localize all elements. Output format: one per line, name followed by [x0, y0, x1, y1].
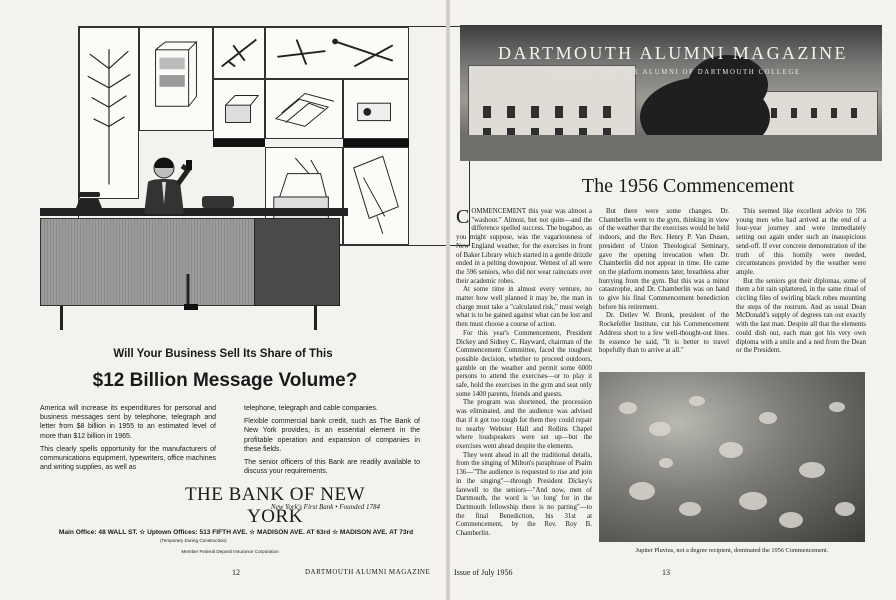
article-column-3	[736, 208, 866, 356]
machine-sketch	[343, 79, 409, 139]
desk-cabinet	[254, 218, 340, 306]
masthead-subtitle: PUBLISHED FOR THE ALUMNI OF DARTMOUTH COLLEGE	[545, 69, 801, 76]
bank-tagline: New York's First Bank • Founded 1784	[270, 503, 380, 511]
article-paragraph: At some time in almost every venture, no matter how well planned it may be, the man in charge must take a "calculated risk," must weigh what is to be gained against what can be lost and then must choose a course of action.	[456, 286, 592, 329]
ad-column-2	[244, 404, 420, 480]
black-band	[343, 139, 409, 147]
masthead-photo	[460, 25, 882, 161]
article-paragraph: But there were some changes. Dr. Chamberlin went to the gym, thinking in view of the weather that the exercises would be held indoors, and the Rev. Henry P. Van Dusen, president of Union Theological Seminary, gave the opening invocation when Dr. Chamberlin did not appear in time. He came on the platform moments later, breathless after hurrying from the gym. But this was a minor catastrophe, and Dr. Chamberlin was on hand to give his final Commencement benediction before his retirement.	[599, 208, 729, 311]
pens-sketch	[265, 27, 409, 79]
ad-paragraph: telephone, telegraph and cable companies.	[244, 405, 378, 412]
businessman-figure	[122, 154, 206, 324]
address-note: (Temporary During Construction)	[160, 538, 227, 543]
article-paragraph: This seemed like excellent advice to 596 young men who had arrived at the end of a four-year journey and were immediately setting out again under such an inauspicious send-off. If ever concrete demonstration of the truth of this homily were needed, circumstances provided by the weather were ample.	[736, 208, 866, 276]
masthead-title: DARTMOUTH ALUMNI MAGAZINE	[498, 43, 848, 63]
fdic-member-line: Member Federal Deposit Insurance Corporation	[181, 549, 279, 554]
bank-name: THE BANK OF NEW YORK	[184, 484, 366, 527]
ad-paragraph: America will increase its expenditures for personal and business messages sent by telephone, telegraph and letter from $8 billion in 1955 to an estimated level of more than $12 billion in 1965.	[40, 405, 216, 440]
bank-addresses: Main Office: 48 WALL ST. ☆ Uptown Offices: 513 FIFTH AVE. ☆ MADISON AVE. AT 63rd ☆ MADISON AVE. AT 73rd	[58, 529, 414, 536]
article-title: The 1956 Commencement	[581, 175, 795, 197]
issue-date: Issue of July 1956	[454, 568, 513, 577]
envelopes-sketch	[265, 79, 343, 139]
footer-magazine-name: DARTMOUTH ALUMNI MAGAZINE	[305, 568, 431, 576]
article-column-2	[599, 208, 729, 356]
lawn	[460, 135, 882, 161]
article-paragraph: Dr. Detlev W. Bronk, president of the Rockefeller Institute, cut his Commencement Address short to a few well-thought-out lines. In essence he said, "It is better to travel hopefully than to arrive at all."	[599, 312, 729, 355]
article-paragraph: The program was shortened, the procession was eliminated, and the audience was advised that if it got too tough for them they could repair to nearby Webster Hall and Rollins Chapel where loudspeakers were set up—but the exercises went ahead despite the elements.	[456, 399, 592, 450]
desk-leg	[314, 306, 317, 330]
right-page	[448, 0, 896, 600]
article-paragraph: But the seniors got their diplomas, some of them a bit rain splattered, in the same ritual of circling files of swirling black robes mounting the steps of the rostrum. And as usual Dean McDonald's supply of degrees ran out exactly with the last man. Despite all that the elements could dish out, each man got his very own diploma with a smile and a nod from the Dean or the President.	[736, 277, 866, 355]
drop-cap: C	[456, 206, 470, 228]
ad-paragraph: The senior officers of this Bank are readily available to discuss your requirements.	[244, 459, 420, 476]
intercom-icon	[200, 190, 236, 210]
airplane-sketch	[213, 27, 265, 79]
commencement-crowd-photo	[599, 372, 865, 542]
desk-leg	[60, 306, 63, 330]
page-number-right: 13	[662, 568, 670, 577]
lead-paragraph: OMMENCEMENT this year was almost a "washout." Almost, but not quite—and the difference spelled success. The bugaboo, as you might suppose, was the vagariousness of New England weather, for the exercises in front of Baker Library which started in a gentle drizzle ended in a pelting downpour. Wettest of all were the 596 seniors, who did not wear raincoats over their academic robes.	[456, 208, 592, 285]
ad-illustration	[40, 26, 432, 344]
black-band	[213, 139, 265, 147]
ad-column-1	[40, 404, 216, 476]
photo-caption: Jupiter Pluvius, not a degree recipient, dominated the 1956 Commencement.	[635, 547, 829, 554]
article-column-1	[456, 208, 592, 539]
stapler-sketch	[213, 79, 265, 139]
telephone-icon	[74, 190, 104, 210]
letters-sketch	[343, 147, 409, 245]
page-number-left: 12	[232, 568, 240, 577]
ad-headline-small: Will Your Business Sell Its Share of This	[113, 348, 333, 360]
article-paragraph: For this year's Commencement, President Dickey and Sidney C. Hayward, chairman of the Commencement Committee, faced the toughest possible decision, whether to proceed outdoors, gamble on the weather and permit some 6000 persons to attend the exercises—or to play it safe, hold the exercises in the gym and seat only some 1400 parents, friends and guests.	[456, 329, 592, 398]
file-cabinet-sketch	[139, 27, 213, 131]
ad-paragraph: This clearly spells opportunity for the manufacturers of communications equipment, typewriters, office machines and writing supplies, as well as	[40, 445, 216, 472]
ad-headline-big: $12 Billion Message Volume?	[92, 370, 358, 391]
ad-paragraph: Flexible commercial bank credit, such as The Bank of New York provides, is an essential element in the profitable operation and expansion of companies in these fields.	[244, 418, 420, 453]
elm-tree	[688, 55, 768, 115]
article-paragraph: They went ahead in all the traditional details, from the singing of Milton's paraphrase of Psalm 136—"The audience is requested to rise and join in the singing"—through President Dickey's farewell to the seniors—"And now, men of Dartmouth, the word is 'so long' for in the Dartmouth fellowship there is no parting"—to the final Benediction, his 31st at Commencement, by the Rev. Roy B. Chamberlin.	[456, 451, 592, 538]
